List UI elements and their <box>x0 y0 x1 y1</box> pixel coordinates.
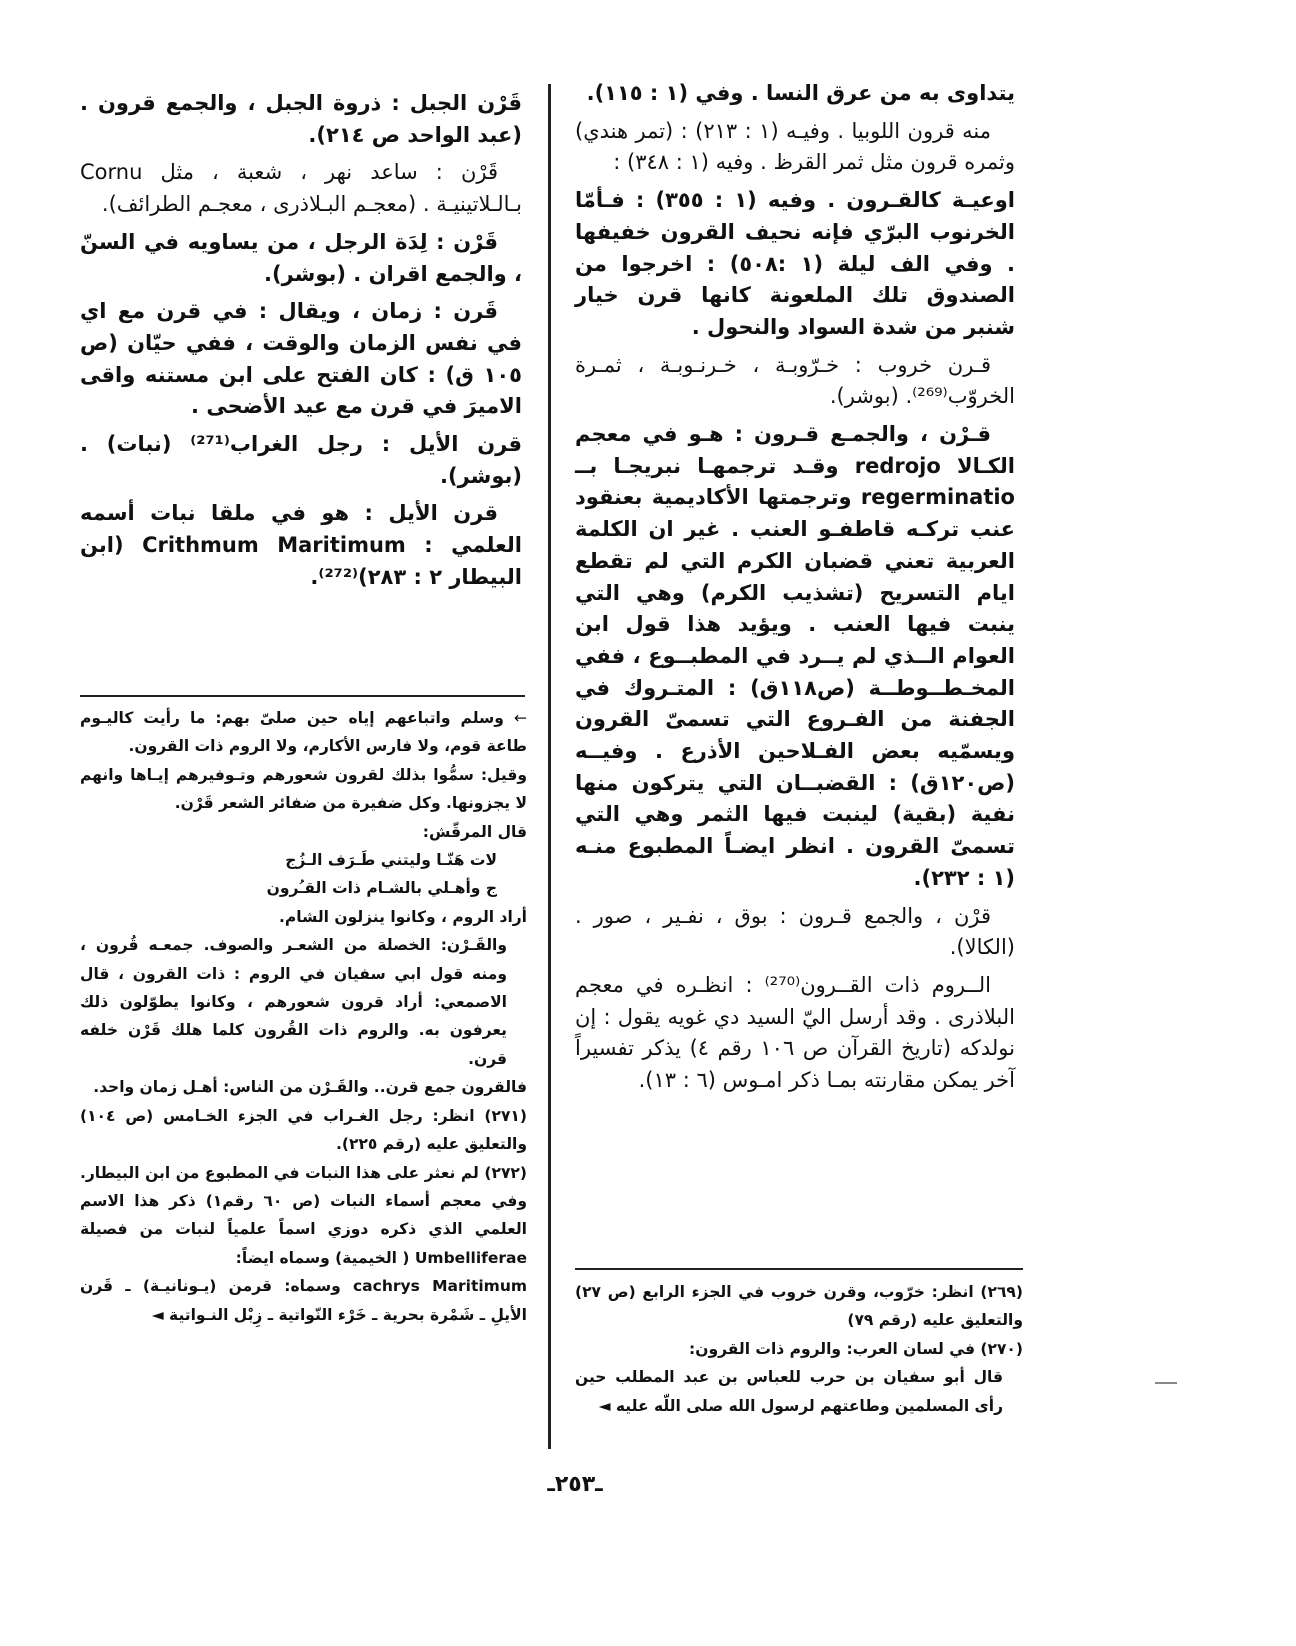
footnote-line: ← وسلم واتباعهم إياه حين صلىّ بهم: ما رأيت كاليـوم طاعة قوم، ولا فارس الأكارم، ولا الروم ذات القرون. <box>80 709 527 756</box>
footnote-line: قال المرقّش: <box>422 822 527 841</box>
footnote-269: (٢٦٩) انظر: خرّوب، وقرن خروب في الجزء الرابع (ص ٢٧) والتعليق عليه (رقم ٧٩) <box>575 1283 1023 1330</box>
column-divider <box>548 84 551 1449</box>
verse-line: ج وأهـلي بالشـام ذات القـُرون <box>266 879 497 898</box>
paragraph: يتداوى به من عرق النسا . وفي (١ : ١١٥). <box>586 81 1015 105</box>
paragraph: قَرن : زمان ، ويقال : في قرن مع اي في نفس الزمان والوقت ، ففي حيّان (ص ١٠٥ ق) : كان الفتح على ابن مستنه واقى الاميرَ في قرن مع عيد الأضحى . <box>80 299 522 419</box>
verse-line: لات هَنّـا وليتني طَـرَف الـزُج <box>285 851 497 870</box>
paragraph: الــروم ذات القــرون⁽²⁷⁰⁾ : انظـره في معجم البلاذرى . وقد أرسل اليّ السيد دي غويه يقول : إن نولدكه (تاريخ القرآن ص ١٠٦ رقم ٤) يذكر تفسيراً آخر يمكن مقارنته بمـا ذكر امـوس (٦ : ١٣). <box>575 972 1015 1093</box>
right-column <box>575 78 1015 1097</box>
continuation-arrow-icon: ◄ <box>598 1396 611 1415</box>
footnote-line: قال أبو سفيان بن حرب للعباس بن عبد المطلب حين رأى المسلمين وطاعتهم لرسول الله صلى اللّه عليه ◄ <box>575 1368 1003 1415</box>
footnote-separator <box>575 1268 1023 1270</box>
paragraph: منه قرون اللوبيا . وفيـه (١ : ٢١٣) : (تمر هندي) وثمره قرون مثل ثمر القرظ . وفيه (١ : ٣٤٨) : <box>575 118 1015 175</box>
paragraph: قَرْن : لِدَة الرجل ، من يساويه في السنّ ، والجمع اقران . (بوشر). <box>80 229 522 286</box>
continuation-arrow-icon: ◄ <box>151 1305 164 1324</box>
footnote-line: والقَـرْن: الخصلة من الشعـر والصوف. جمعـه قُرون ، ومنه قول ابي سفيان في الروم : ذات القرون ، قال الاصمعي: أراد قرون شعورهم ، وكانوا يطوّلون ذلك يعرفون به. والروم ذات القُرون كلما هلك قَرْن خلفه قرن. <box>80 936 507 1068</box>
left-column <box>80 88 522 594</box>
paragraph: قرْن ، والجمع قـرون : بوق ، نفـير ، صور . (الكالا). <box>575 903 1015 960</box>
paragraph: قَرْن الجبل : ذروة الجبل ، والجمع قرون . (عبد الواحد ص ٢١٤). <box>80 91 522 147</box>
paragraph: قَرْن : ساعد نهر ، شعبة ، مثل Cornu بـالـلاتينيـة . (معجـم البـلاذرى ، معجـم الطرائف). <box>80 160 522 217</box>
footnote-line: أراد الروم ، وكانوا ينزلون الشام. <box>279 907 527 926</box>
footnote-270: (٢٧٠) في لسان العرب: والروم ذات القرون: <box>689 1339 1023 1358</box>
paragraph: قرن الأيل : هو في ملقا نبات أسمه العلمي : Crithmum Maritimum (ابن البيطار ٢ : ٢٨٣)⁽²⁷²⁾. <box>80 501 522 589</box>
footnote-line: cachrys Maritimum وسماه: قرمن (يـونانيـة) ـ قَرن الأيلِ ـ شَمْرة بحرية ـ خَرْء النّواتية ـ زِبْل النـواتية ◄ <box>80 1277 528 1324</box>
margin-mark <box>1155 1382 1177 1384</box>
footnote-separator <box>80 695 525 697</box>
left-footnotes <box>80 704 527 1329</box>
paragraph: قـرن خروب : خـرّوبـة ، خـرنـوبـة ، ثمـرة الخروّب⁽²⁶⁹⁾. (بوشر). <box>575 352 1015 409</box>
footnote-line: فالقرون جمع قرن.. والقَـرْن من الناس: أهـل زمان واحد. <box>93 1078 527 1097</box>
footnote-271: (٢٧١) انظر: رجل الغـراب في الجزء الخـامس (ص ١٠٤) والتعليق عليه (رقم ٢٢٥). <box>80 1106 527 1154</box>
page-number: ـ٢٥٣ـ <box>547 1472 603 1497</box>
footnote-272: (٢٧٢) لم نعثر على هذا النبات في المطبوع من ابن البيطار. وفي معجم أسماء النبات (ص ٦٠ رقم١) ذكر هذا الاسم العلمي الذي ذكره دوزي اسماً علمياً لنبات من فصيلة Umbelliferae ( الخيمية) وسماه ايضاً: <box>80 1163 527 1267</box>
continuation-arrow-icon: ← <box>513 709 527 727</box>
paragraph: اوعيـة كالقـرون . وفيه (١ : ٣٥٥) : فـأمّا الخرنوب البرّي فإنه نحيف القرون خفيفها . وفي الف ليلة (١ :٥٠٨) : اخرجوا من الصندوق تلك الملعونة كانها قرن خيار شنبر من شدة السواد والنحول . <box>575 188 1015 339</box>
footnote-line: وقيل: سمُّوا بذلك لقرون شعورهم وتـوفيرهم إيـاها وانهم لا يجزونها. وكل ضفيرة من ضفائر الشعر قَرْن. <box>80 765 527 813</box>
paragraph: قـرْن ، والجمـع قـرون : هـو في معجم الكـالا redrojo وقـد ترجمهـا نبريجـا بــ regerminatio وترجمتها الأكاديمية بعنقود عنب تركـه قاطفـو العنب . غير ان الكلمة العربية تعني قضبان الكرم التي لم تقطع ايام التسريح (تشذيب الكرم) وهي التي ينبت فيها العنب . ويؤيد هذا قول ابن العوام الــذي لم يــرد في المطبــوع ، ففي المخـطــوطــة (ص١١٨ق) : المتـروك في الجفنة من الفـروع التي تسمىّ القرون ويسمّيه بعض الفـلاحين الأذرع . وفيــه (ص١٢٠ق) : القضبــان التي يتركون منها نفية (بقية) لينبت فيها الثمر وهي التي تسمىّ القرون . انظر ايضـاً المطبوع منـه (١ : ٢٣٢). <box>575 422 1016 890</box>
right-footnotes <box>575 1278 1023 1420</box>
paragraph: قرن الأيل : رجل الغراب⁽²⁷¹⁾ (نبات) . (بوشر). <box>80 432 522 488</box>
